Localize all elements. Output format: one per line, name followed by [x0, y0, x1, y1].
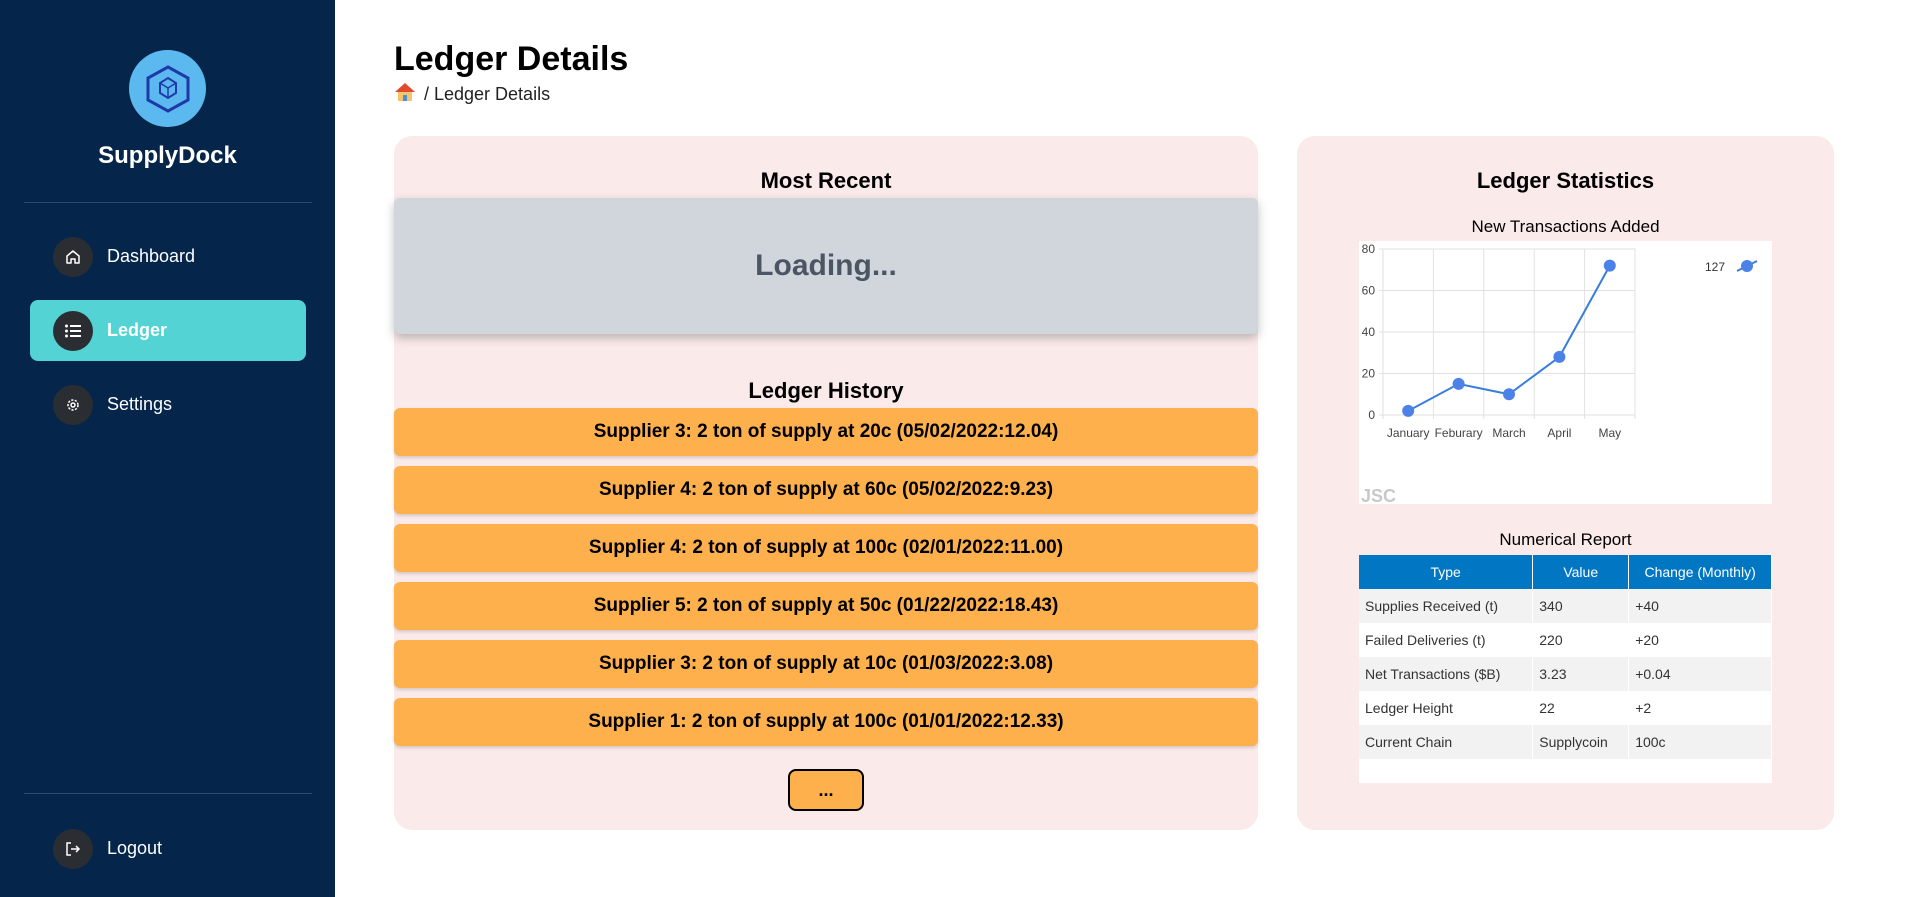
logout-label: Logout — [107, 838, 163, 858]
data-point[interactable] — [1453, 378, 1465, 390]
data-point[interactable] — [1553, 351, 1565, 363]
table-cell: +0.04 — [1629, 657, 1772, 691]
table-row — [1359, 589, 1772, 623]
history-item[interactable]: Supplier 4: 2 ton of supply at 60c (05/02/2022:9.23) — [394, 466, 1258, 514]
table-row — [1359, 691, 1772, 725]
ledger-panel — [394, 136, 1258, 830]
x-tick-label: Feburary — [1434, 426, 1483, 440]
history-item[interactable]: Supplier 5: 2 ton of supply at 50c (01/22/2022:18.43) — [394, 582, 1258, 630]
load-more-button[interactable]: ... — [788, 769, 864, 811]
table-row — [1359, 623, 1772, 657]
brand-name: SupplyDock — [98, 142, 237, 169]
table-cell: Current Chain — [1359, 725, 1533, 759]
chart-title: New Transactions Added — [1471, 217, 1660, 236]
gear-icon — [53, 385, 93, 425]
sidebar-divider — [24, 793, 312, 794]
y-tick-label: 40 — [1361, 325, 1375, 339]
history-item[interactable]: Supplier 3: 2 ton of supply at 10c (01/03/2022:3.08) — [394, 640, 1258, 688]
page-title: Ledger Details — [394, 40, 629, 78]
sidebar-item-dashboard[interactable] — [30, 226, 306, 287]
sidebar-divider — [24, 202, 312, 203]
table-cell: Net Transactions ($B) — [1359, 657, 1533, 691]
history-item[interactable]: Supplier 3: 2 ton of supply at 20c (05/02/2022:12.04) — [394, 408, 1258, 456]
sidebar-item-label: Dashboard — [107, 246, 196, 266]
data-point[interactable] — [1402, 405, 1414, 417]
line-chart — [1359, 241, 1772, 504]
most-recent-heading: Most Recent — [760, 168, 892, 193]
chart-svg — [1359, 241, 1772, 504]
table-row — [1359, 657, 1772, 691]
table-cell: +40 — [1629, 589, 1772, 623]
y-tick-label: 80 — [1361, 242, 1375, 256]
breadcrumb — [394, 82, 550, 107]
ledger-history-heading: Ledger History — [748, 378, 904, 403]
x-tick-label: May — [1598, 426, 1622, 440]
table-cell: Failed Deliveries (t) — [1359, 623, 1533, 657]
report-title: Numerical Report — [1499, 530, 1632, 549]
logout-button[interactable] — [30, 818, 306, 879]
data-point[interactable] — [1604, 260, 1616, 272]
y-tick-label: 0 — [1368, 408, 1375, 422]
table-cell: Supplies Received (t) — [1359, 589, 1533, 623]
table-cell: 22 — [1533, 691, 1629, 725]
logout-icon — [53, 829, 93, 869]
cube-logo-icon — [145, 64, 191, 114]
x-tick-label: March — [1492, 426, 1526, 440]
history-item[interactable]: Supplier 4: 2 ton of supply at 100c (02/01/2022:11.00) — [394, 524, 1258, 572]
most-recent-card — [394, 198, 1258, 334]
loading-text: Loading... — [755, 249, 897, 282]
numerical-report — [1359, 555, 1772, 783]
home-icon[interactable] — [394, 82, 416, 107]
sidebar — [0, 0, 335, 897]
home-icon — [53, 237, 93, 277]
column-header[interactable]: Type — [1359, 555, 1533, 589]
table-cell: 340 — [1533, 589, 1629, 623]
table-cell: 220 — [1533, 623, 1629, 657]
logo — [129, 50, 206, 127]
sidebar-item-settings[interactable] — [30, 374, 306, 435]
column-header[interactable]: Change (Monthly) — [1629, 555, 1772, 589]
statistics-heading: Ledger Statistics — [1476, 168, 1655, 193]
table-cell: +2 — [1629, 691, 1772, 725]
sidebar-item-ledger[interactable] — [30, 300, 306, 361]
statistics-panel — [1297, 136, 1834, 830]
legend-marker[interactable] — [1737, 260, 1757, 272]
legend-label: 127 — [1705, 260, 1726, 274]
table-cell: 100c — [1629, 725, 1772, 759]
sidebar-item-label: Settings — [107, 394, 173, 414]
table-cell: +20 — [1629, 623, 1772, 657]
x-tick-label: April — [1547, 426, 1572, 440]
breadcrumb-current: / Ledger Details — [424, 84, 551, 104]
table-cell: 3.23 — [1533, 657, 1629, 691]
table-cell: Supplycoin — [1533, 725, 1629, 759]
sidebar-item-label: Ledger — [107, 320, 168, 340]
history-item[interactable]: Supplier 1: 2 ton of supply at 100c (01/01/2022:12.33) — [394, 698, 1258, 746]
y-tick-label: 20 — [1361, 366, 1375, 381]
x-tick-label: January — [1386, 426, 1430, 440]
column-header[interactable]: Value — [1533, 555, 1629, 589]
y-tick-label: 60 — [1361, 283, 1375, 298]
data-point[interactable] — [1503, 388, 1515, 400]
list-icon — [53, 311, 93, 351]
table-row — [1359, 725, 1772, 759]
chart-watermark: JSC — [1361, 486, 1397, 504]
table-cell: Ledger Height — [1359, 691, 1533, 725]
report-table — [1359, 555, 1772, 759]
